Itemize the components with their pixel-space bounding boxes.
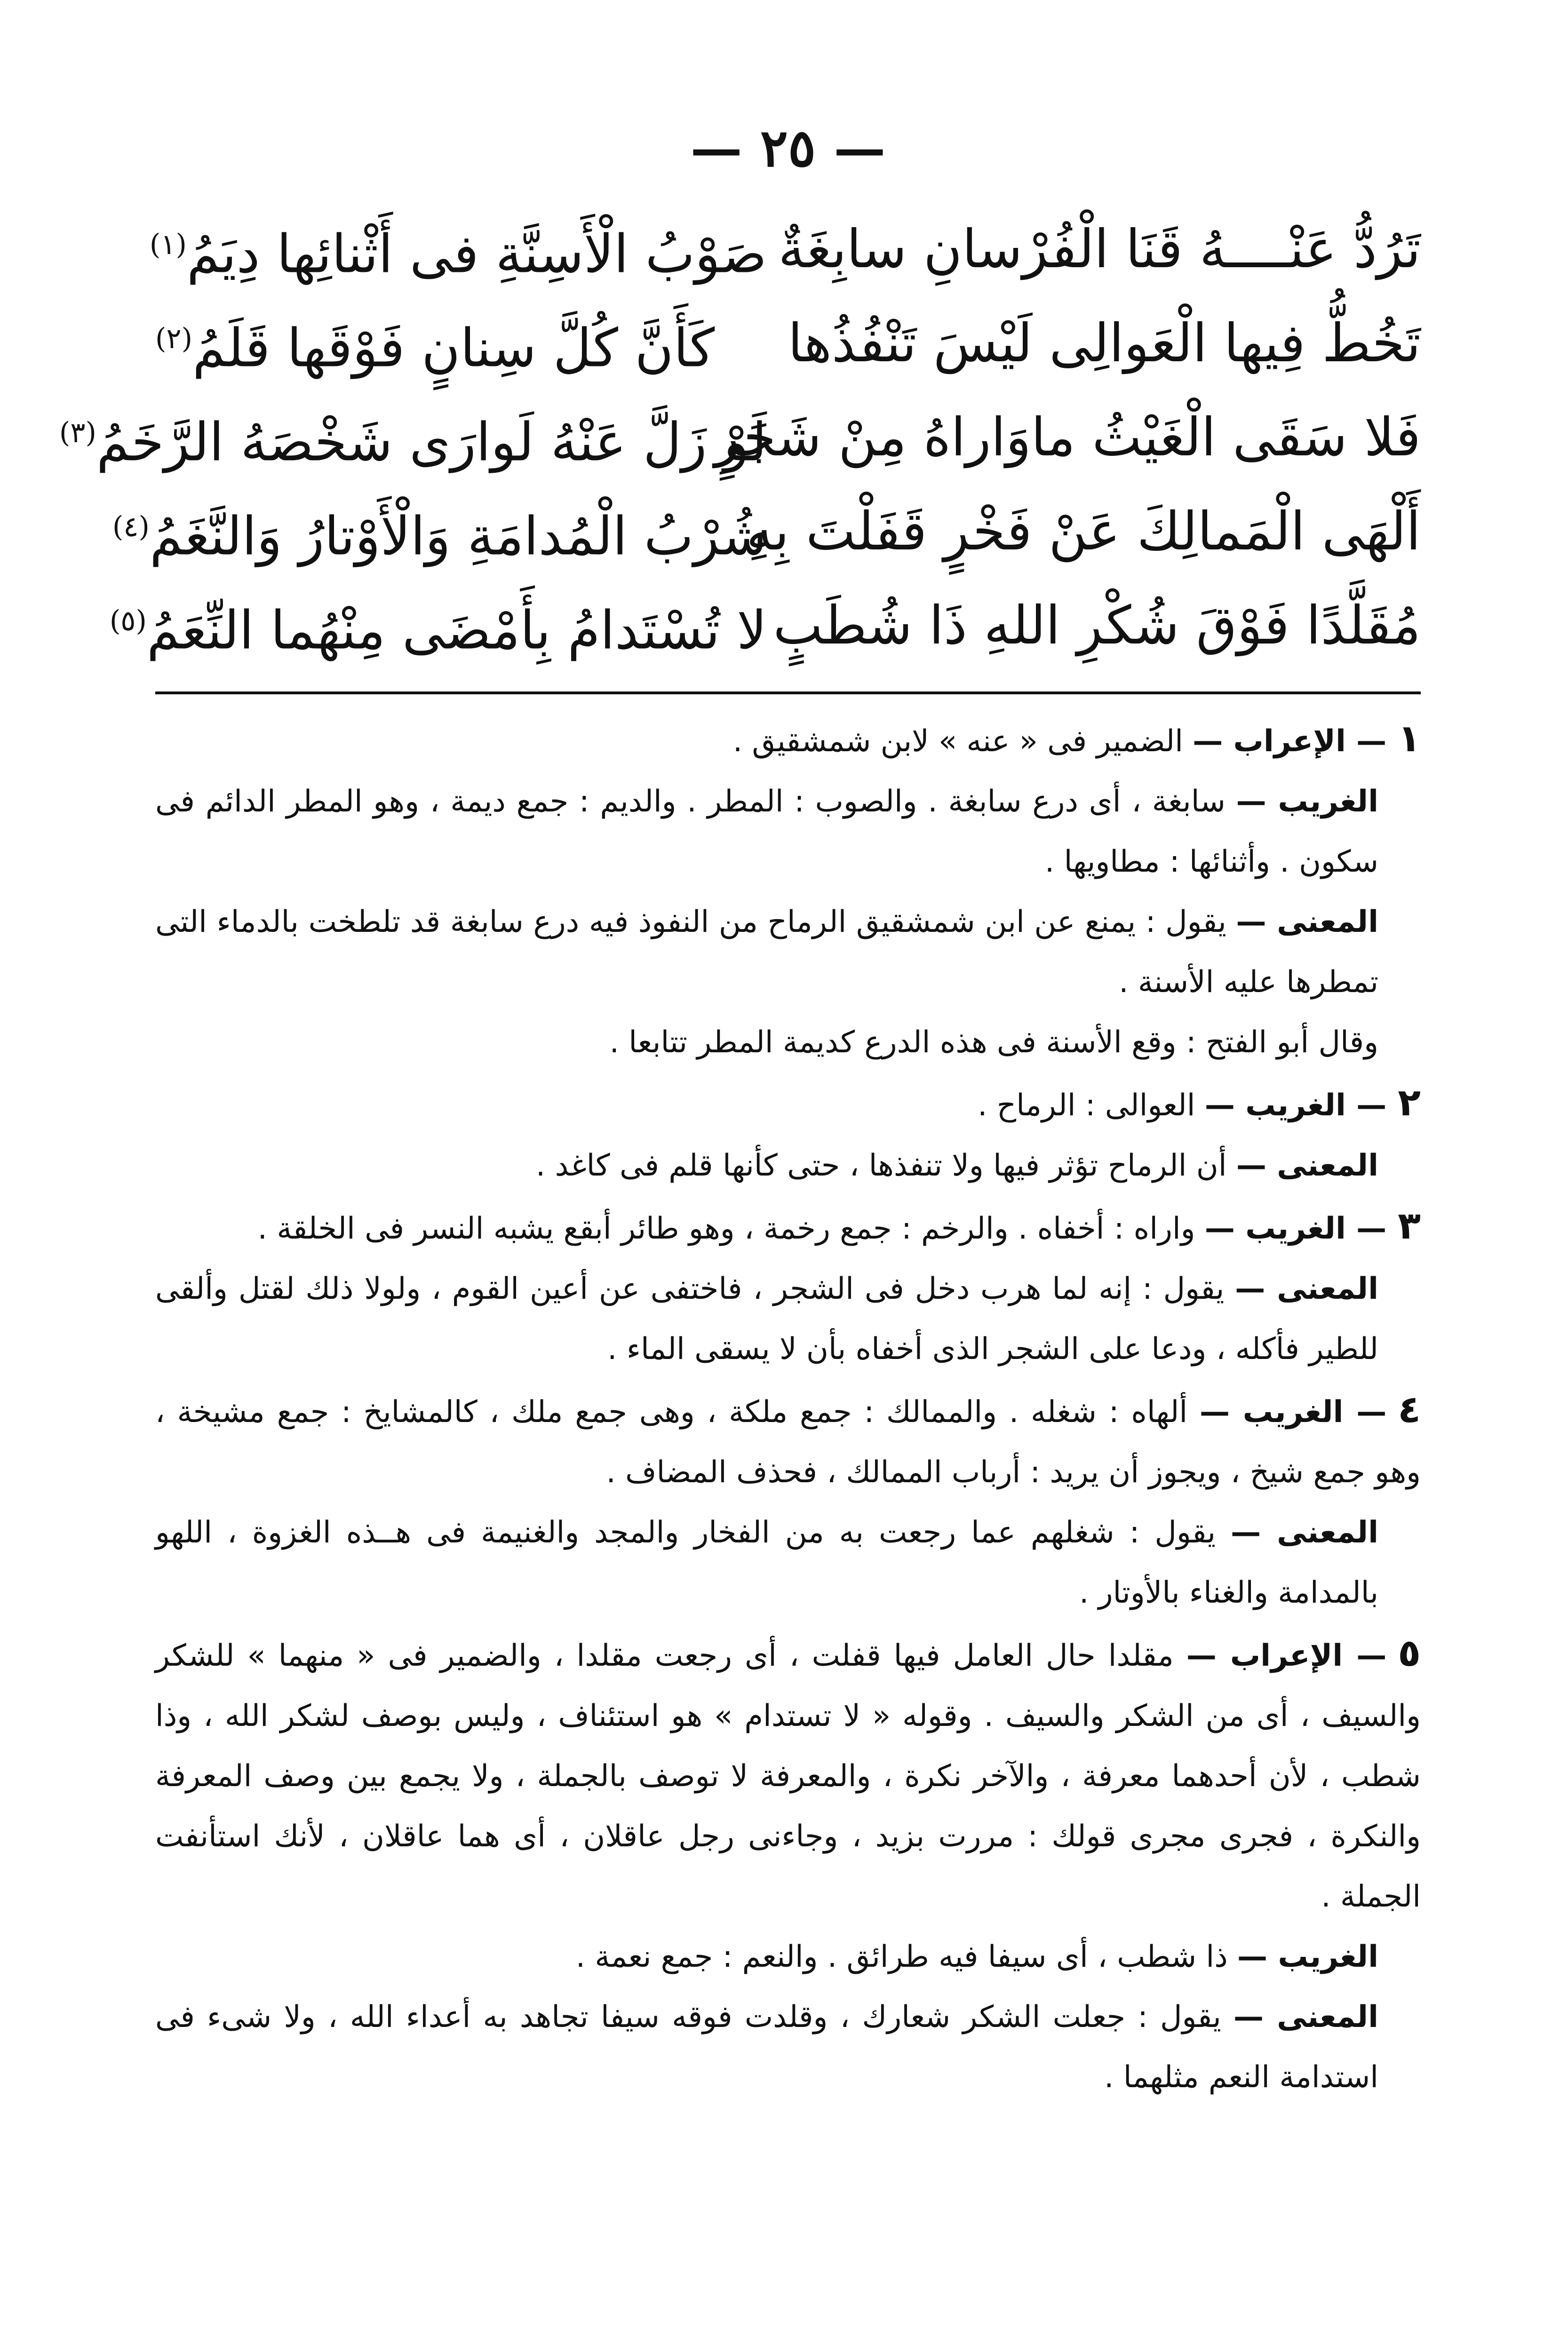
verse-second-hemistich xyxy=(155,292,767,395)
note-paragraph xyxy=(155,1927,1421,1987)
verse-second-text: لا تُسْتَدامُ بِأَمْضَى مِنْهُما النِّعَمُ xyxy=(146,600,767,661)
verse-second-hemistich xyxy=(59,386,767,489)
verse-second-hemistich xyxy=(112,480,767,583)
footnote-reference: (٤) xyxy=(112,510,150,543)
verse-second-hemistich xyxy=(109,574,767,677)
verse-first-hemistich: فَلا سَقَى الْغَيْثُ ماوَاراهُ مِنْ شَجَرٍ xyxy=(714,407,1421,468)
note-number: ٤ xyxy=(1398,1387,1421,1431)
note-text: سابغة ، أى درع سابغة . والصوب : المطر . والديم : جمع ديمة ، وهو المطر الدائم فى سكون . وأثنائها : مطاويها . xyxy=(155,784,1378,879)
commentary xyxy=(155,708,1421,2107)
note-paragraph xyxy=(155,1012,1421,1073)
note-label: المعنى — xyxy=(1236,905,1379,939)
note-text: أن الرماح تؤثر فيها ولا تنفذها ، حتى كأنها قلم فى كاغد . xyxy=(535,1148,1227,1183)
commentary-note xyxy=(155,1073,1421,1196)
note-label: المعنى — xyxy=(1236,1148,1378,1183)
note-label: — الإعراب — xyxy=(1193,724,1387,759)
verse-first-hemistich: أَلْهَى الْمَمالِكَ عَنْ فَخْرٍ قَفَلْتَ بِهِ xyxy=(746,501,1421,562)
verse-second-text: لَوْ زَلَّ عَنْهُ لَوارَى شَخْصَهُ الرَّخَمُ xyxy=(96,412,767,473)
note-paragraph xyxy=(155,1259,1421,1379)
note-text: العوالى : الرماح . xyxy=(978,1088,1195,1123)
note-text: واراه : أخفاه . والرخم : جمع رخمة ، وهو طائر أبقع يشبه النسر فى الخلقة . xyxy=(257,1211,1195,1246)
note-paragraph xyxy=(155,1502,1421,1623)
footnote-reference: (٣) xyxy=(59,416,96,449)
verse xyxy=(59,390,1421,485)
note-label: — الإعراب — xyxy=(1186,1638,1387,1673)
note-label: المعنى — xyxy=(1234,2000,1379,2034)
commentary-note xyxy=(155,708,1421,1073)
note-paragraph xyxy=(155,1379,1421,1502)
note-number: ٥ xyxy=(1398,1631,1421,1675)
note-paragraph xyxy=(155,771,1421,892)
note-label: المعنى — xyxy=(1235,1271,1379,1306)
poem xyxy=(59,202,1421,673)
note-label: — الغريب — xyxy=(1204,1211,1387,1246)
verse-first-hemistich: مُقَلَّدًا فَوْقَ شُكْرِ اللهِ ذَا شُطَبٍ xyxy=(773,595,1421,656)
note-label: — الغريب — xyxy=(1204,1088,1387,1123)
verse xyxy=(109,579,1421,673)
note-text: يقول : جعلت الشكر شعارك ، وقلدت فوقه سيفا تجاهد به أعداء الله ، ولا شىء فى استدامة النعم مثلهما . xyxy=(155,2000,1378,2095)
commentary-note xyxy=(155,1379,1421,1623)
note-text: الضمير فى « عنه » لابن شمشقيق . xyxy=(732,724,1183,759)
footnote-reference: (٥) xyxy=(109,604,147,637)
note-paragraph xyxy=(155,1623,1421,1927)
note-text: ذا شطب ، أى سيفا فيه طرائق . والنعم : جمع نعمة . xyxy=(575,1939,1228,1974)
verse xyxy=(155,296,1421,390)
separator-rule xyxy=(155,691,1421,694)
note-number: ٢ xyxy=(1398,1081,1421,1124)
note-number: ٣ xyxy=(1398,1204,1421,1248)
verse xyxy=(149,202,1421,296)
footnote-reference: (٢) xyxy=(155,322,193,355)
verse-second-text: كَأَنَّ كُلَّ سِنانٍ فَوْقَها قَلَمُ xyxy=(192,318,715,379)
note-label: المعنى — xyxy=(1231,1515,1379,1550)
note-paragraph xyxy=(155,708,1421,771)
note-text: يقول : إنه لما هرب دخل فى الشجر ، فاختفى عن أعين القوم ، ولولا ذلك لقتل وألقى للطير فأكله ، ودعا على الشجر الذى أخفاه بأن لا يسقى الماء . xyxy=(155,1271,1378,1367)
verse-second-text: شُرْبُ الْمُدامَةِ وَالْأَوْتارُ وَالنَّغَمُ xyxy=(149,506,767,567)
verse-first-hemistich: تَخُطُّ فِيها الْعَوالِى لَيْسَ تَنْفُذُها xyxy=(788,313,1421,374)
verse-second-hemistich xyxy=(149,198,767,301)
note-text: ألهاه : شغله . والممالك : جمع ملكة ، وهى جمع ملك ، كالمشايخ : جمع مشيخة ، وهو جمع شيخ ، ويجوز أن يريد : أرباب الممالك ، فحذف المضاف . xyxy=(155,1395,1421,1490)
commentary-note xyxy=(155,1196,1421,1379)
note-text: مقلدا حال العامل فيها قفلت ، أى رجعت مقلدا ، والضمير فى « منهما » للشكر والسيف ، أى من الشكر والسيف . وقوله « لا تستدام » هو استئناف ، وليس بوصف لشكر الله ، وذا شطب ، لأن أحدهما معرفة ، والآخر نكرة ، والمعرفة لا توصف بالجملة ، ولا يجمع بين وصف المعرفة والنكرة ، فجرى مجرى قولك : مررت بزيد ، وجاءنى رجل عاقلان ، أى هما عاقلان ، لأنك استأنفت الجملة . xyxy=(155,1638,1421,1914)
verse-first-hemistich: تَرُدُّ عَنْــــهُ قَنَا الْفُرْسانِ سابِغَةٌ xyxy=(778,219,1421,280)
note-text: يقول : شغلهم عما رجعت به من الفخار والمجد والغنيمة فى هــذه الغزوة ، اللهو بالمدامة والغناء بالأوتار . xyxy=(155,1515,1378,1610)
verse xyxy=(112,485,1421,579)
note-paragraph xyxy=(155,1987,1421,2107)
book-page xyxy=(59,113,1421,2107)
note-paragraph xyxy=(155,1196,1421,1259)
verse-second-text: صَوْبُ الْأَسِنَّةِ فى أَثْنائِها دِيَمُ xyxy=(186,223,767,285)
note-paragraph xyxy=(155,1136,1421,1196)
note-label: الغريب — xyxy=(1237,1939,1378,1974)
note-text: وقال أبو الفتح : وقع الأسنة فى هذه الدرع كديمة المطر تتابعا . xyxy=(609,1025,1378,1060)
note-paragraph xyxy=(155,892,1421,1012)
footnote-reference: (١) xyxy=(149,228,187,261)
note-label: الغريب — xyxy=(1236,784,1379,819)
note-label: — الغريب — xyxy=(1199,1395,1387,1430)
note-number: ١ xyxy=(1398,716,1421,760)
note-text: يقول : يمنع عن ابن شمشقيق الرماح من النفوذ فيه درع سابغة قد تلطخت بالدماء التى تمطرها عليه الأسنة . xyxy=(155,905,1378,1000)
page-number: — ٢٥ — xyxy=(690,118,886,178)
note-paragraph xyxy=(155,1073,1421,1136)
commentary-note xyxy=(155,1623,1421,2107)
